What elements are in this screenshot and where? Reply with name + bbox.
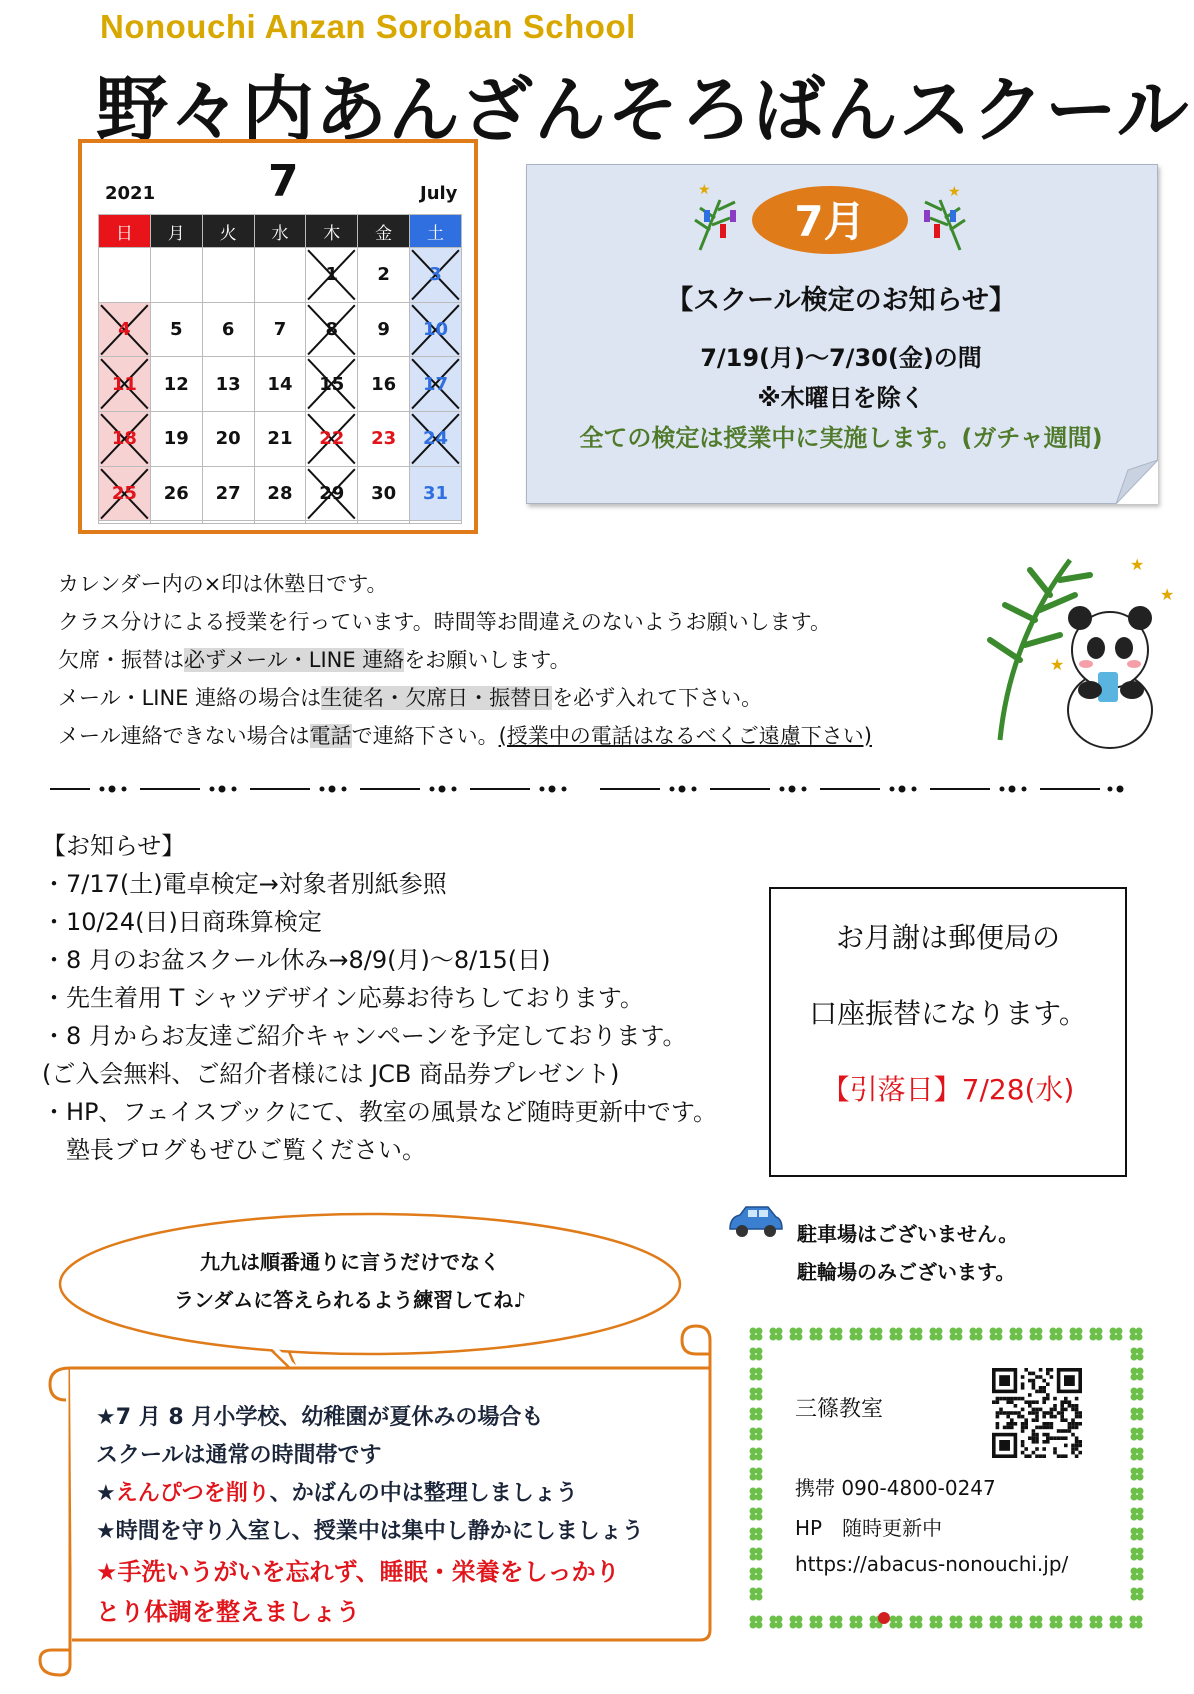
news-item: ・8 月のお盆スクール休み→8/9(月)～8/15(日) — [42, 946, 551, 974]
calendar-month: 7 — [268, 156, 299, 207]
parking-bike-note: 駐輪場のみございます。 — [797, 1260, 1016, 1284]
weekday-header: 木 — [306, 215, 358, 248]
calendar-body — [99, 248, 462, 524]
page-curl-icon — [1116, 460, 1158, 504]
calendar-day: 3 — [410, 248, 462, 303]
info-line-4-c: を必ず入れて下さい。 — [552, 686, 763, 710]
calendar-day: 29 — [306, 466, 358, 521]
news-heading: 【お知らせ】 — [42, 832, 186, 860]
calendar-day — [306, 521, 358, 524]
info-line-4 — [58, 682, 762, 712]
calendar-day — [150, 248, 202, 303]
info-line-2: クラス分けによる授業を行っています。時間等お間違えのないようお願いします。 — [58, 610, 832, 634]
info-line-3-highlight: 必ずメール・LINE 連絡 — [184, 648, 405, 672]
calendar-day — [254, 521, 306, 524]
info-line-1: カレンダー内の×印は休塾日です。 — [58, 572, 388, 596]
fee-line-2: 口座振替になります。 — [809, 997, 1087, 1030]
news-item: ・10/24(日)日商珠算検定 — [42, 908, 322, 936]
calendar-day: 25 — [99, 466, 151, 521]
car-icon — [724, 1203, 784, 1241]
contact-school-name: 三篠教室 — [795, 1397, 884, 1422]
info-line-5-c: で連絡下さい。 — [351, 724, 499, 748]
calendar-day: 15 — [306, 357, 358, 412]
calendar-week-row — [99, 302, 462, 357]
contact-hp: HP 随時更新中 — [795, 1516, 943, 1540]
weekday-header: 火 — [202, 215, 254, 248]
bamboo-left-icon — [695, 200, 736, 250]
rule-sharpen-pencils: えんぴつを削り — [115, 1481, 270, 1506]
svg-text:★: ★ — [948, 184, 961, 200]
info-line-4-highlight: 生徒名・欠席日・振替日 — [321, 686, 553, 710]
calendar-day: 16 — [358, 357, 410, 412]
bubble-line-2: ランダムに答えられるよう練習してね♪ — [174, 1288, 526, 1312]
calendar-day: 26 — [150, 466, 202, 521]
calendar-day: 1 — [306, 248, 358, 303]
calendar-day — [358, 521, 410, 524]
calendar-day: 11 — [99, 357, 151, 412]
notice-exception: ※木曜日を除く — [757, 384, 925, 412]
calendar-day: 24 — [410, 412, 462, 467]
info-line-5-highlight: 電話 — [309, 724, 352, 748]
info-line-5-a: メール連絡できない場合は — [58, 724, 310, 748]
notice-date-range: 7/19(月)～7/30(金)の間 — [700, 344, 982, 372]
svg-text:★: ★ — [698, 182, 711, 198]
calendar-day — [99, 248, 151, 303]
calendar-day: 4 — [99, 302, 151, 357]
info-line-3-a: 欠席・振替は — [58, 648, 184, 672]
ladybug-icon — [878, 1612, 890, 1624]
calendar-day — [150, 521, 202, 524]
weekday-header: 水 — [254, 215, 306, 248]
calendar-day: 13 — [202, 357, 254, 412]
info-line-5-underline: (授業中の電話はなるべくご遠慮下さい) — [498, 724, 872, 748]
notice-title: 【スクール検定のお知らせ】 — [666, 285, 1016, 316]
contact-phone: 携帯 090-4800-0247 — [795, 1476, 996, 1500]
calendar-day: 7 — [254, 302, 306, 357]
bamboo-right-icon — [924, 200, 965, 250]
calendar-day: 2 — [358, 248, 410, 303]
banner-month: 7月 — [794, 197, 866, 246]
rule-summer-schedule-1: ★7 月 8 月小学校、幼稚園が夏休みの場合も — [96, 1405, 544, 1430]
weekday-header-row — [99, 215, 462, 248]
news-item: (ご入会無料、ご紹介者様には JCB 商品券プレゼント) — [42, 1060, 620, 1088]
calendar-day: 17 — [410, 357, 462, 412]
rule-punctuality: ★時間を守り入室し、授業中は集中し静かにしましょう — [96, 1519, 644, 1544]
news-item: 塾長ブログもぜひご覧ください。 — [42, 1136, 426, 1164]
calendar-day — [202, 521, 254, 524]
info-line-4-a: メール・LINE 連絡の場合は — [58, 686, 322, 710]
svg-text:★: ★ — [1160, 585, 1175, 604]
calendar-day: 10 — [410, 302, 462, 357]
calendar-day — [410, 521, 462, 524]
tanabata-banner — [690, 180, 970, 260]
rule-summer-schedule-2: スクールは通常の時間帯です — [96, 1443, 382, 1468]
school-name-jp: 野々内あんざんそろばんスクール — [96, 68, 1190, 152]
calendar-table — [98, 214, 462, 524]
svg-text:★: ★ — [1050, 655, 1065, 674]
school-name-en: Nonouchi Anzan Soroban School — [100, 8, 636, 45]
news-item: ・先生着用 T シャツデザイン応募お待ちしております。 — [42, 984, 644, 1012]
info-line-5 — [58, 720, 872, 750]
info-line-3 — [58, 644, 571, 674]
notice-all-exams: 全ての検定は授業中に実施します。(ガチャ週間) — [579, 424, 1103, 452]
calendar-day: 9 — [358, 302, 410, 357]
decorative-divider — [50, 782, 1130, 796]
calendar-day: 14 — [254, 357, 306, 412]
calendar-week-row — [99, 521, 462, 524]
calendar-day: 30 — [358, 466, 410, 521]
news-item: ・HP、フェイスブックにて、教室の風景など随時更新中です。 — [42, 1098, 717, 1126]
calendar-week-row — [99, 466, 462, 521]
calendar-day: 12 — [150, 357, 202, 412]
weekday-header: 金 — [358, 215, 410, 248]
calendar-day: 28 — [254, 466, 306, 521]
calendar-grid — [98, 214, 462, 524]
svg-text:★: ★ — [1130, 555, 1145, 574]
rule-pencils — [96, 1476, 578, 1507]
weekday-header: 月 — [150, 215, 202, 248]
calendar-day — [99, 521, 151, 524]
calendar-day: 19 — [150, 412, 202, 467]
calendar-day: 21 — [254, 412, 306, 467]
news-item: ・7/17(土)電卓検定→対象者別紙参照 — [42, 870, 447, 898]
calendar-day: 20 — [202, 412, 254, 467]
parking-car-note: 駐車場はございません。 — [797, 1222, 1019, 1246]
news-item: ・8 月からお友達ご紹介キャンペーンを予定しております。 — [42, 1022, 687, 1050]
calendar-day: 18 — [99, 412, 151, 467]
bubble-line-1: 九九は順番通りに言うだけでなく — [200, 1250, 500, 1274]
calendar-day: 6 — [202, 302, 254, 357]
calendar-day: 27 — [202, 466, 254, 521]
fee-withdrawal-date: 【引落日】7/28(水) — [821, 1073, 1075, 1106]
weekday-header: 土 — [410, 215, 462, 248]
calendar-day: 8 — [306, 302, 358, 357]
calendar-day: 5 — [150, 302, 202, 357]
rule-star: ★ — [96, 1481, 116, 1506]
calendar-day: 22 — [306, 412, 358, 467]
info-line-3-c: をお願いします。 — [404, 648, 571, 672]
calendar-day — [202, 248, 254, 303]
calendar-week-row — [99, 357, 462, 412]
contact-url[interactable]: https://abacus-nonouchi.jp/ — [795, 1552, 1069, 1576]
qr-code-icon[interactable] — [992, 1368, 1082, 1458]
weekday-header: 日 — [99, 215, 151, 248]
panda-bamboo-illustration — [980, 540, 1180, 750]
calendar-day: 23 — [358, 412, 410, 467]
calendar-week-row — [99, 412, 462, 467]
calendar-year: 2021 — [105, 183, 156, 204]
rule-health-2: とり体調を整えましょう — [96, 1598, 360, 1626]
rule-organize-bag: 、かばんの中は整理しましょう — [269, 1481, 578, 1506]
calendar-week-row — [99, 248, 462, 303]
rule-health-1: ★手洗いうがいを忘れず、睡眠・栄養をしっかり — [96, 1558, 620, 1586]
calendar-month-en: July — [420, 183, 458, 204]
calendar-day — [254, 248, 306, 303]
calendar-day: 31 — [410, 466, 462, 521]
fee-line-1: お月謝は郵便局の — [835, 921, 1060, 954]
